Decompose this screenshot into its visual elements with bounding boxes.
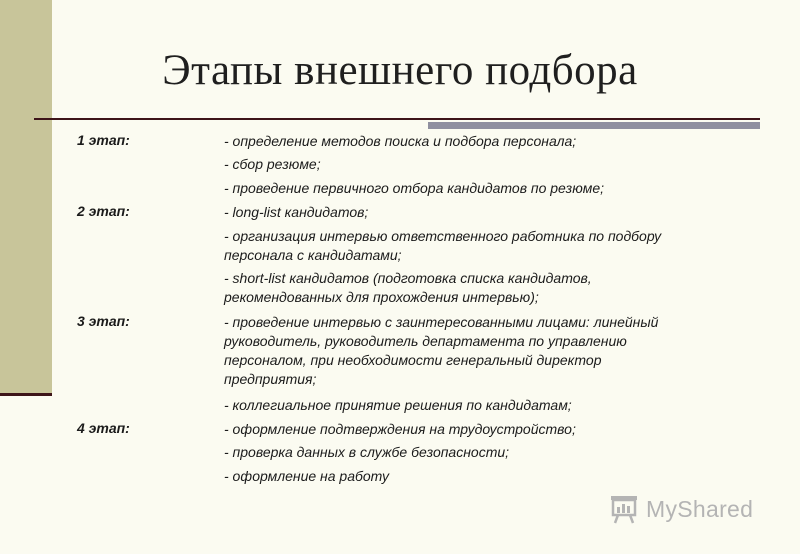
- stage-4-item-2: - проверка данных в службе безопасности;: [224, 444, 510, 460]
- stage-2-label: 2 этап:: [77, 203, 130, 219]
- stage-4-item-1: - оформление подтверждения на трудоустройство;: [224, 421, 576, 437]
- title-divider: [34, 118, 760, 120]
- stage-4-item-3: - оформление на работу: [224, 468, 390, 484]
- stage-2-item-3: - short-list кандидатов (подготовка списка кандидатов, рекомендованных для прохождения интервью);: [224, 270, 592, 305]
- stage-3-item-2: - коллегиальное принятие решения по кандидатам;: [224, 397, 572, 413]
- stage-1-item-3: - проведение первичного отбора кандидатов по резюме;: [224, 180, 604, 196]
- presentation-board-icon: [608, 493, 640, 525]
- stage-4-label: 4 этап:: [77, 420, 130, 436]
- watermark-logo: [608, 492, 753, 526]
- stage-1-item-1: - определение методов поиска и подбора персонала;: [224, 133, 577, 149]
- slide-title: Этапы внешнего подбора: [162, 47, 638, 94]
- title-divider-accent: [428, 122, 760, 129]
- watermark-text: MyShared: [646, 495, 754, 522]
- stage-1-label: 1 этап:: [77, 132, 130, 148]
- stage-2-item-2: - организация интервью ответственного работника по подбору персонала с кандидатами;: [224, 228, 662, 263]
- stage-1-item-2: - сбор резюме;: [224, 156, 321, 172]
- stage-2-item-1: - long-list кандидатов;: [224, 204, 369, 220]
- stage-3-label: 3 этап:: [77, 313, 130, 329]
- side-accent-line: [0, 393, 52, 396]
- stage-3-item-1: - проведение интервью с заинтересованными лицами: линейный руководитель, руководитель департамента по управлению персоналом, при необходимости генеральный директор предприятия;: [224, 314, 659, 387]
